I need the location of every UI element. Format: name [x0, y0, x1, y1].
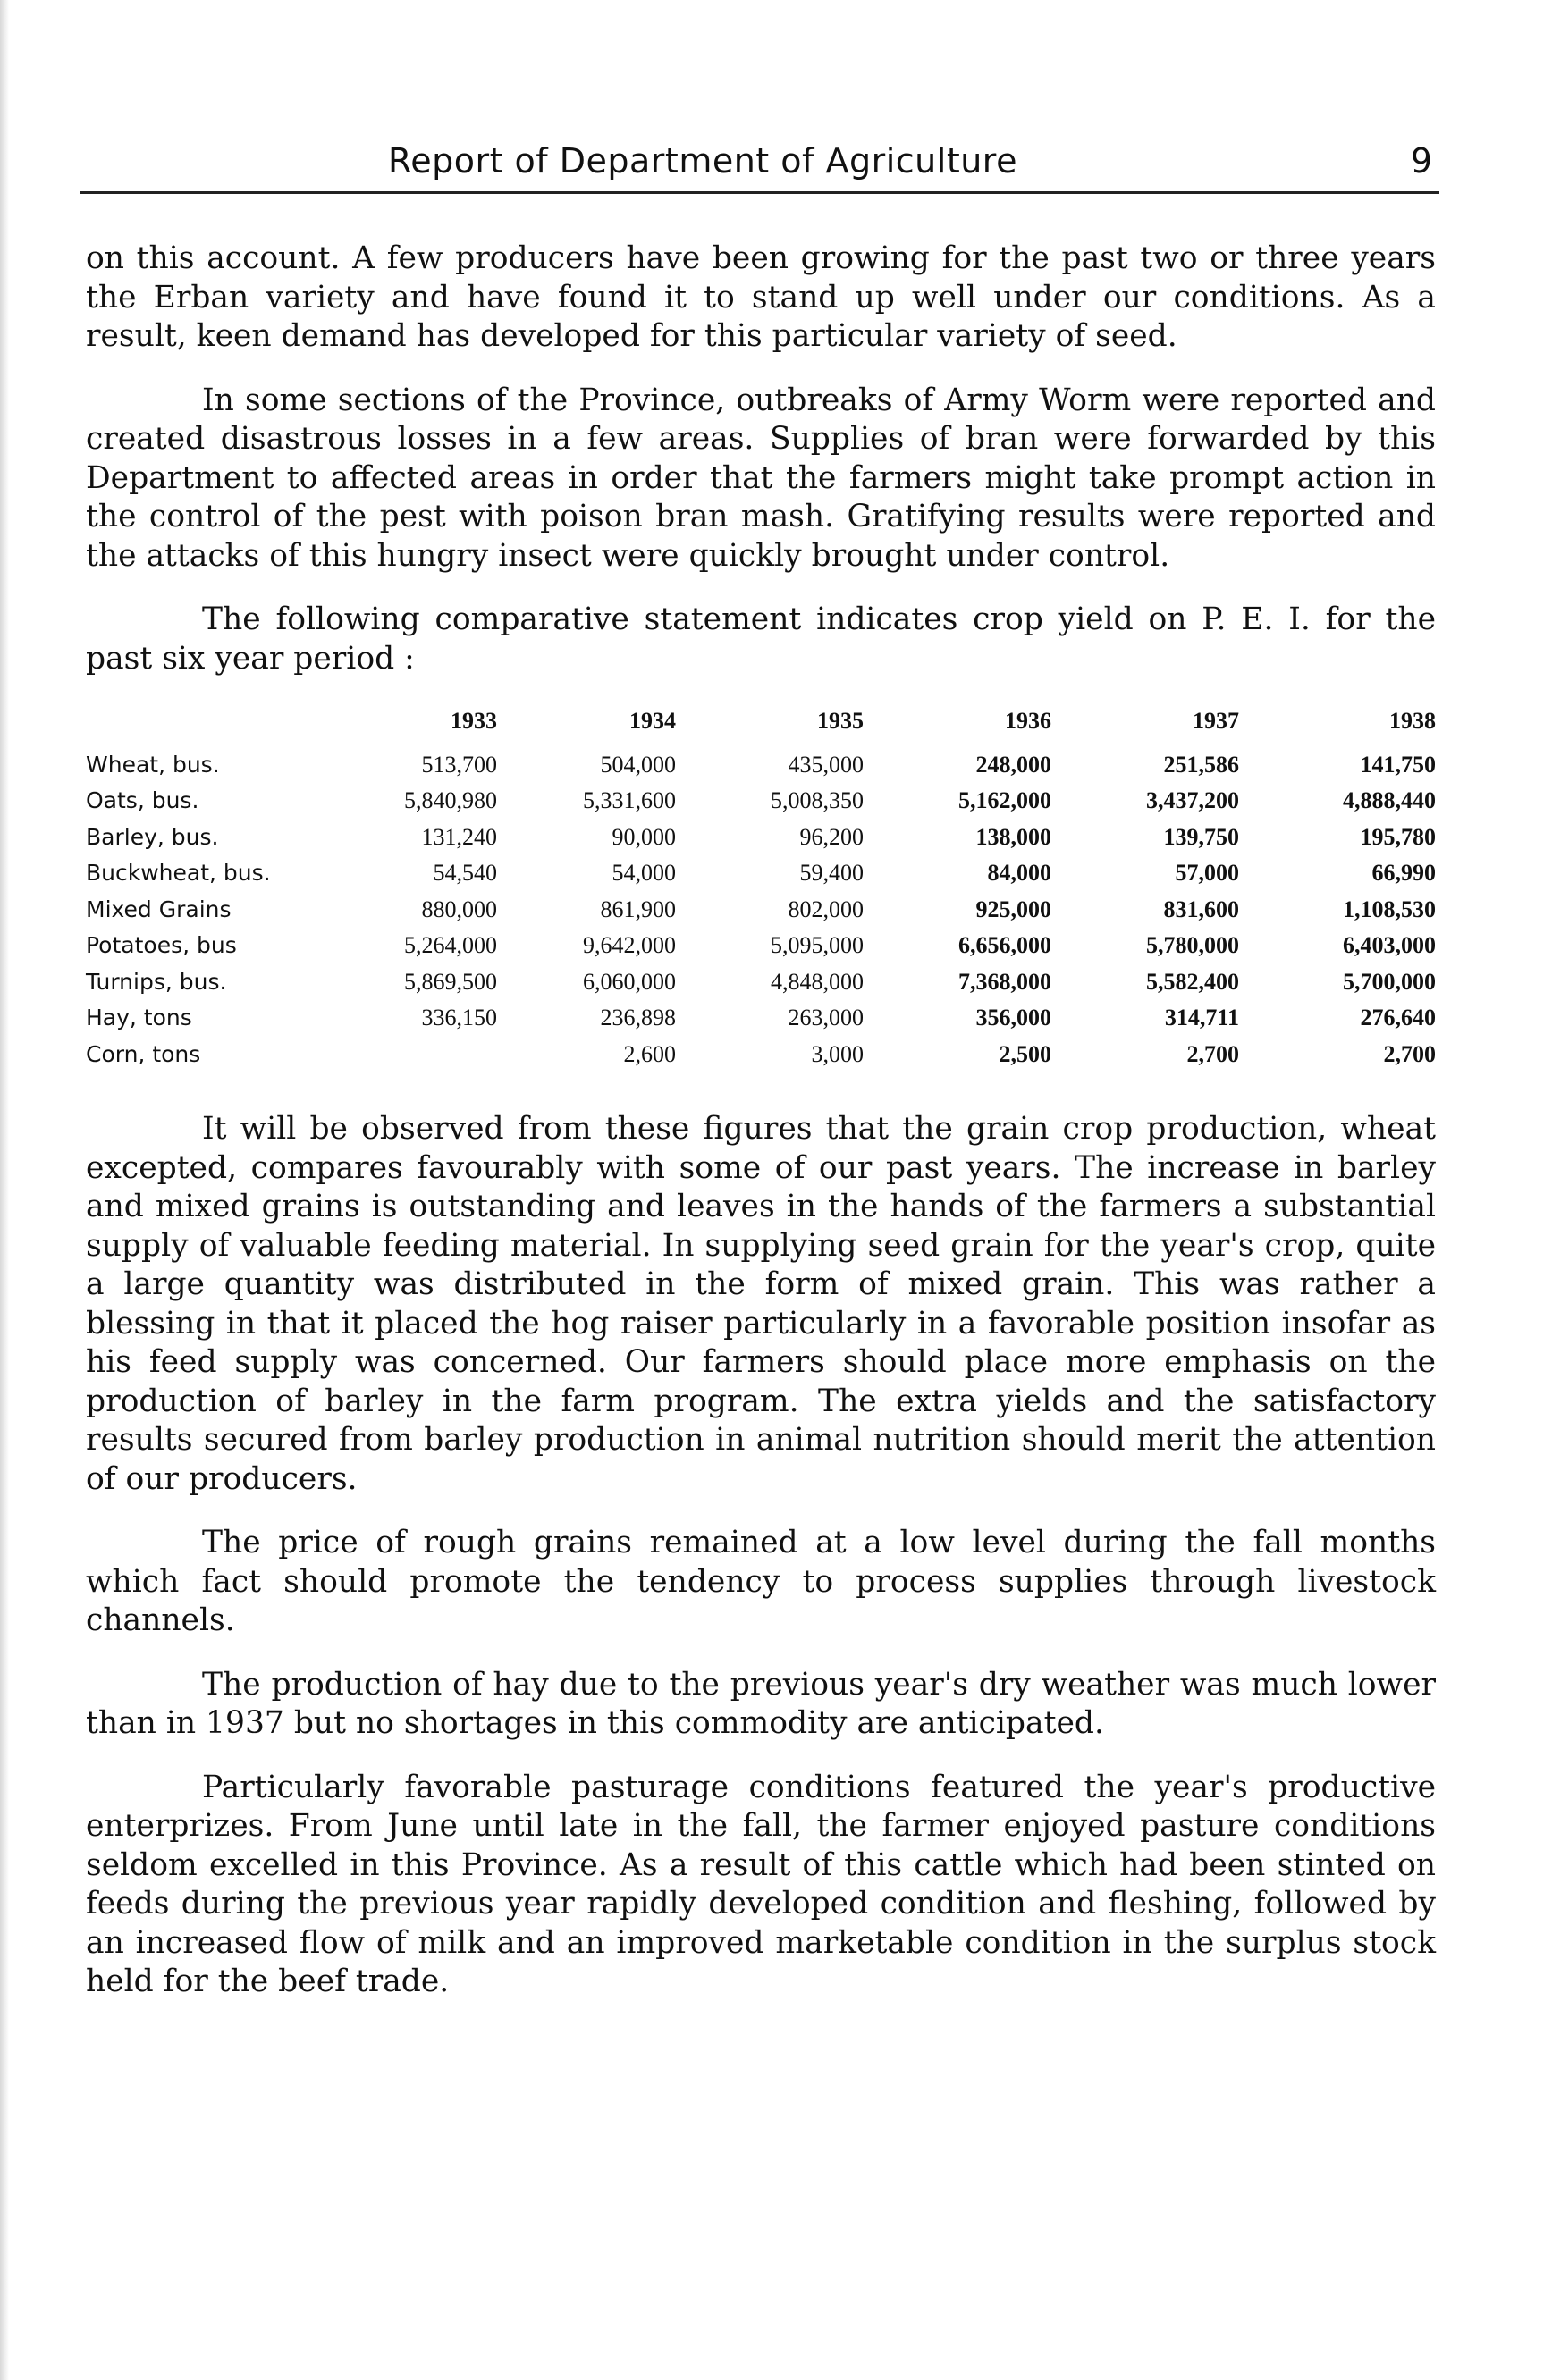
table-cell [354, 1037, 497, 1073]
table-cell: 195,780 [1360, 823, 1436, 850]
paragraph: In some sections of the Province, outbreaks of Army Worm were reported and created disastrous losses in a few areas. Supplies of bran were forwarded by this Department to affected areas in order that the farmers might take prompt action in the control of the pest with poison bran mash. Gratifying results were reported and the attacks of this hungry insect were quickly brought under control. [86, 382, 1436, 574]
body-text [86, 240, 1436, 2027]
table-row [86, 820, 1436, 856]
table-cell: 5,780,000 [1146, 932, 1239, 958]
table-cell: 84,000 [987, 860, 1051, 886]
table-cell: 314,711 [1164, 1005, 1239, 1030]
table-cell: 54,000 [612, 860, 676, 886]
table-cell: 251,586 [1163, 751, 1239, 778]
table-row [86, 783, 1436, 820]
table-row [86, 928, 1436, 964]
table-row [86, 964, 1436, 1001]
table-row-item: Corn, tons [86, 1040, 201, 1067]
paragraph: The production of hay due to the previous year's dry weather was much lower than in 1937 but no shortages in this commodity are anticipated. [86, 1666, 1436, 1741]
table-cell: 880,000 [421, 896, 497, 922]
table-cell: 802,000 [788, 896, 864, 922]
crop-yield-table [86, 703, 1436, 1072]
table-row-item: Hay, tons [86, 1005, 192, 1030]
table-cell: 435,000 [788, 751, 864, 778]
paragraph: on this account. A few producers have been growing for the past two or three years the Erban variety and have found it to stand up well under our conditions. As a result, keen demand has developed for this particular variety of seed. [86, 240, 1436, 354]
table-cell: 276,640 [1360, 1005, 1436, 1030]
table-header-year: 1936 [1005, 708, 1051, 734]
table-row [86, 747, 1436, 784]
table-cell: 336,150 [421, 1005, 497, 1030]
table-row-item: Turnips, bus. [86, 968, 227, 995]
table-header-year: 1935 [817, 708, 864, 734]
table-row-item: Wheat, bus. [86, 751, 220, 778]
table-cell: 5,095,000 [771, 932, 864, 958]
table-cell: 5,700,000 [1343, 968, 1436, 995]
table-cell: 54,540 [433, 860, 497, 886]
table-cell: 5,582,400 [1146, 968, 1239, 995]
table-cell: 2,700 [1186, 1040, 1239, 1067]
paragraph: It will be observed from these figures that the grain crop production, wheat excepted, compares favourably with some of our past years. The increase in barley and mixed grains is outstanding and leaves in the hands of the farmers a substantial supply of valuable feeding material. In supplying seed grain for the year's crop, quite a large quantity was distributed in the form of mixed grain. This was rather a blessing in that it placed the hog raiser particularly in a favorable position insofar as his feed supply was concerned. Our farmers should place more emphasis on the production of barley in the farm program. The extra yields and the satisfactory results secured from barley production in animal nutrition should merit the attention of our producers. [86, 1111, 1436, 1497]
table-cell: 6,403,000 [1343, 932, 1436, 958]
table-header-year: 1938 [1389, 708, 1436, 734]
paragraph: Particularly favorable pasturage conditions featured the year's productive enterprizes. From June until late in the fall, the farmer enjoyed pasture conditions seldom excelled in this Province. As a result of this cattle which had been stinted on feeds during the previous year rapidly developed condition and fleshing, followed by an increased flow of milk and an improved marketable condition in the surplus stock held for the beef trade. [86, 1769, 1436, 1999]
table-row [86, 855, 1436, 892]
table-header-year: 1934 [629, 708, 676, 734]
table-cell: 139,750 [1163, 823, 1239, 850]
table-cell: 5,840,980 [404, 787, 497, 813]
table-cell: 5,008,350 [771, 787, 864, 813]
table-cell: 66,990 [1371, 860, 1436, 886]
table-cell: 5,869,500 [404, 968, 497, 995]
table-cell: 1,108,530 [1343, 896, 1436, 922]
table-cell: 6,060,000 [583, 968, 676, 995]
table-cell: 4,848,000 [771, 968, 864, 995]
table-header-year: 1937 [1193, 708, 1239, 734]
table-cell: 2,600 [623, 1040, 676, 1067]
table-cell: 925,000 [975, 896, 1051, 922]
table-cell: 248,000 [975, 751, 1051, 778]
table-cell: 513,700 [421, 751, 497, 778]
page-number: 9 [1410, 141, 1432, 181]
table-row [86, 892, 1436, 929]
paragraph: The following comparative statement indicates crop yield on P. E. I. for the past six year period : [86, 601, 1436, 677]
table-row [86, 1000, 1436, 1037]
table-row [86, 1037, 1436, 1073]
table-header-row [86, 703, 1436, 747]
table-header-year: 1933 [451, 708, 497, 734]
table-cell: 831,600 [1163, 896, 1239, 922]
table-cell: 504,000 [600, 751, 676, 778]
table-cell: 5,331,600 [583, 787, 676, 813]
table-cell: 356,000 [975, 1005, 1051, 1030]
table-cell: 141,750 [1360, 751, 1436, 778]
table-cell: 861,900 [600, 896, 676, 922]
table-row-item: Mixed Grains [86, 896, 232, 922]
table-row-item: Barley, bus. [86, 823, 219, 850]
table-cell: 6,656,000 [958, 932, 1051, 958]
table-cell: 2,500 [999, 1040, 1051, 1067]
table-row-item: Buckwheat, bus. [86, 860, 271, 886]
table-cell: 57,000 [1175, 860, 1239, 886]
page-header [80, 141, 1439, 195]
paragraph: The price of rough grains remained at a low level during the fall months which fact should promote the tendency to process supplies through livestock channels. [86, 1525, 1436, 1638]
table-cell: 96,200 [799, 823, 864, 850]
running-head: Report of Department of Agriculture [388, 141, 1017, 181]
table-cell: 2,700 [1383, 1040, 1436, 1067]
table-cell: 236,898 [600, 1005, 676, 1030]
table-cell: 3,437,200 [1146, 787, 1239, 813]
table-cell: 5,162,000 [958, 787, 1051, 813]
table-header-item [86, 703, 354, 747]
table-cell: 7,368,000 [958, 968, 1051, 995]
table-cell: 90,000 [612, 823, 676, 850]
header-rule [80, 191, 1439, 194]
table-cell: 263,000 [788, 1005, 864, 1030]
table-cell: 5,264,000 [404, 932, 497, 958]
table-cell: 3,000 [811, 1040, 864, 1067]
table-cell: 131,240 [421, 823, 497, 850]
table-row-item: Potatoes, bus [86, 932, 237, 958]
page-edge-shadow [0, 0, 9, 2380]
table-cell: 59,400 [799, 860, 864, 886]
table-cell: 9,642,000 [583, 932, 676, 958]
table-cell: 4,888,440 [1343, 787, 1436, 813]
table-cell: 138,000 [975, 823, 1051, 850]
table-row-item: Oats, bus. [86, 787, 199, 813]
